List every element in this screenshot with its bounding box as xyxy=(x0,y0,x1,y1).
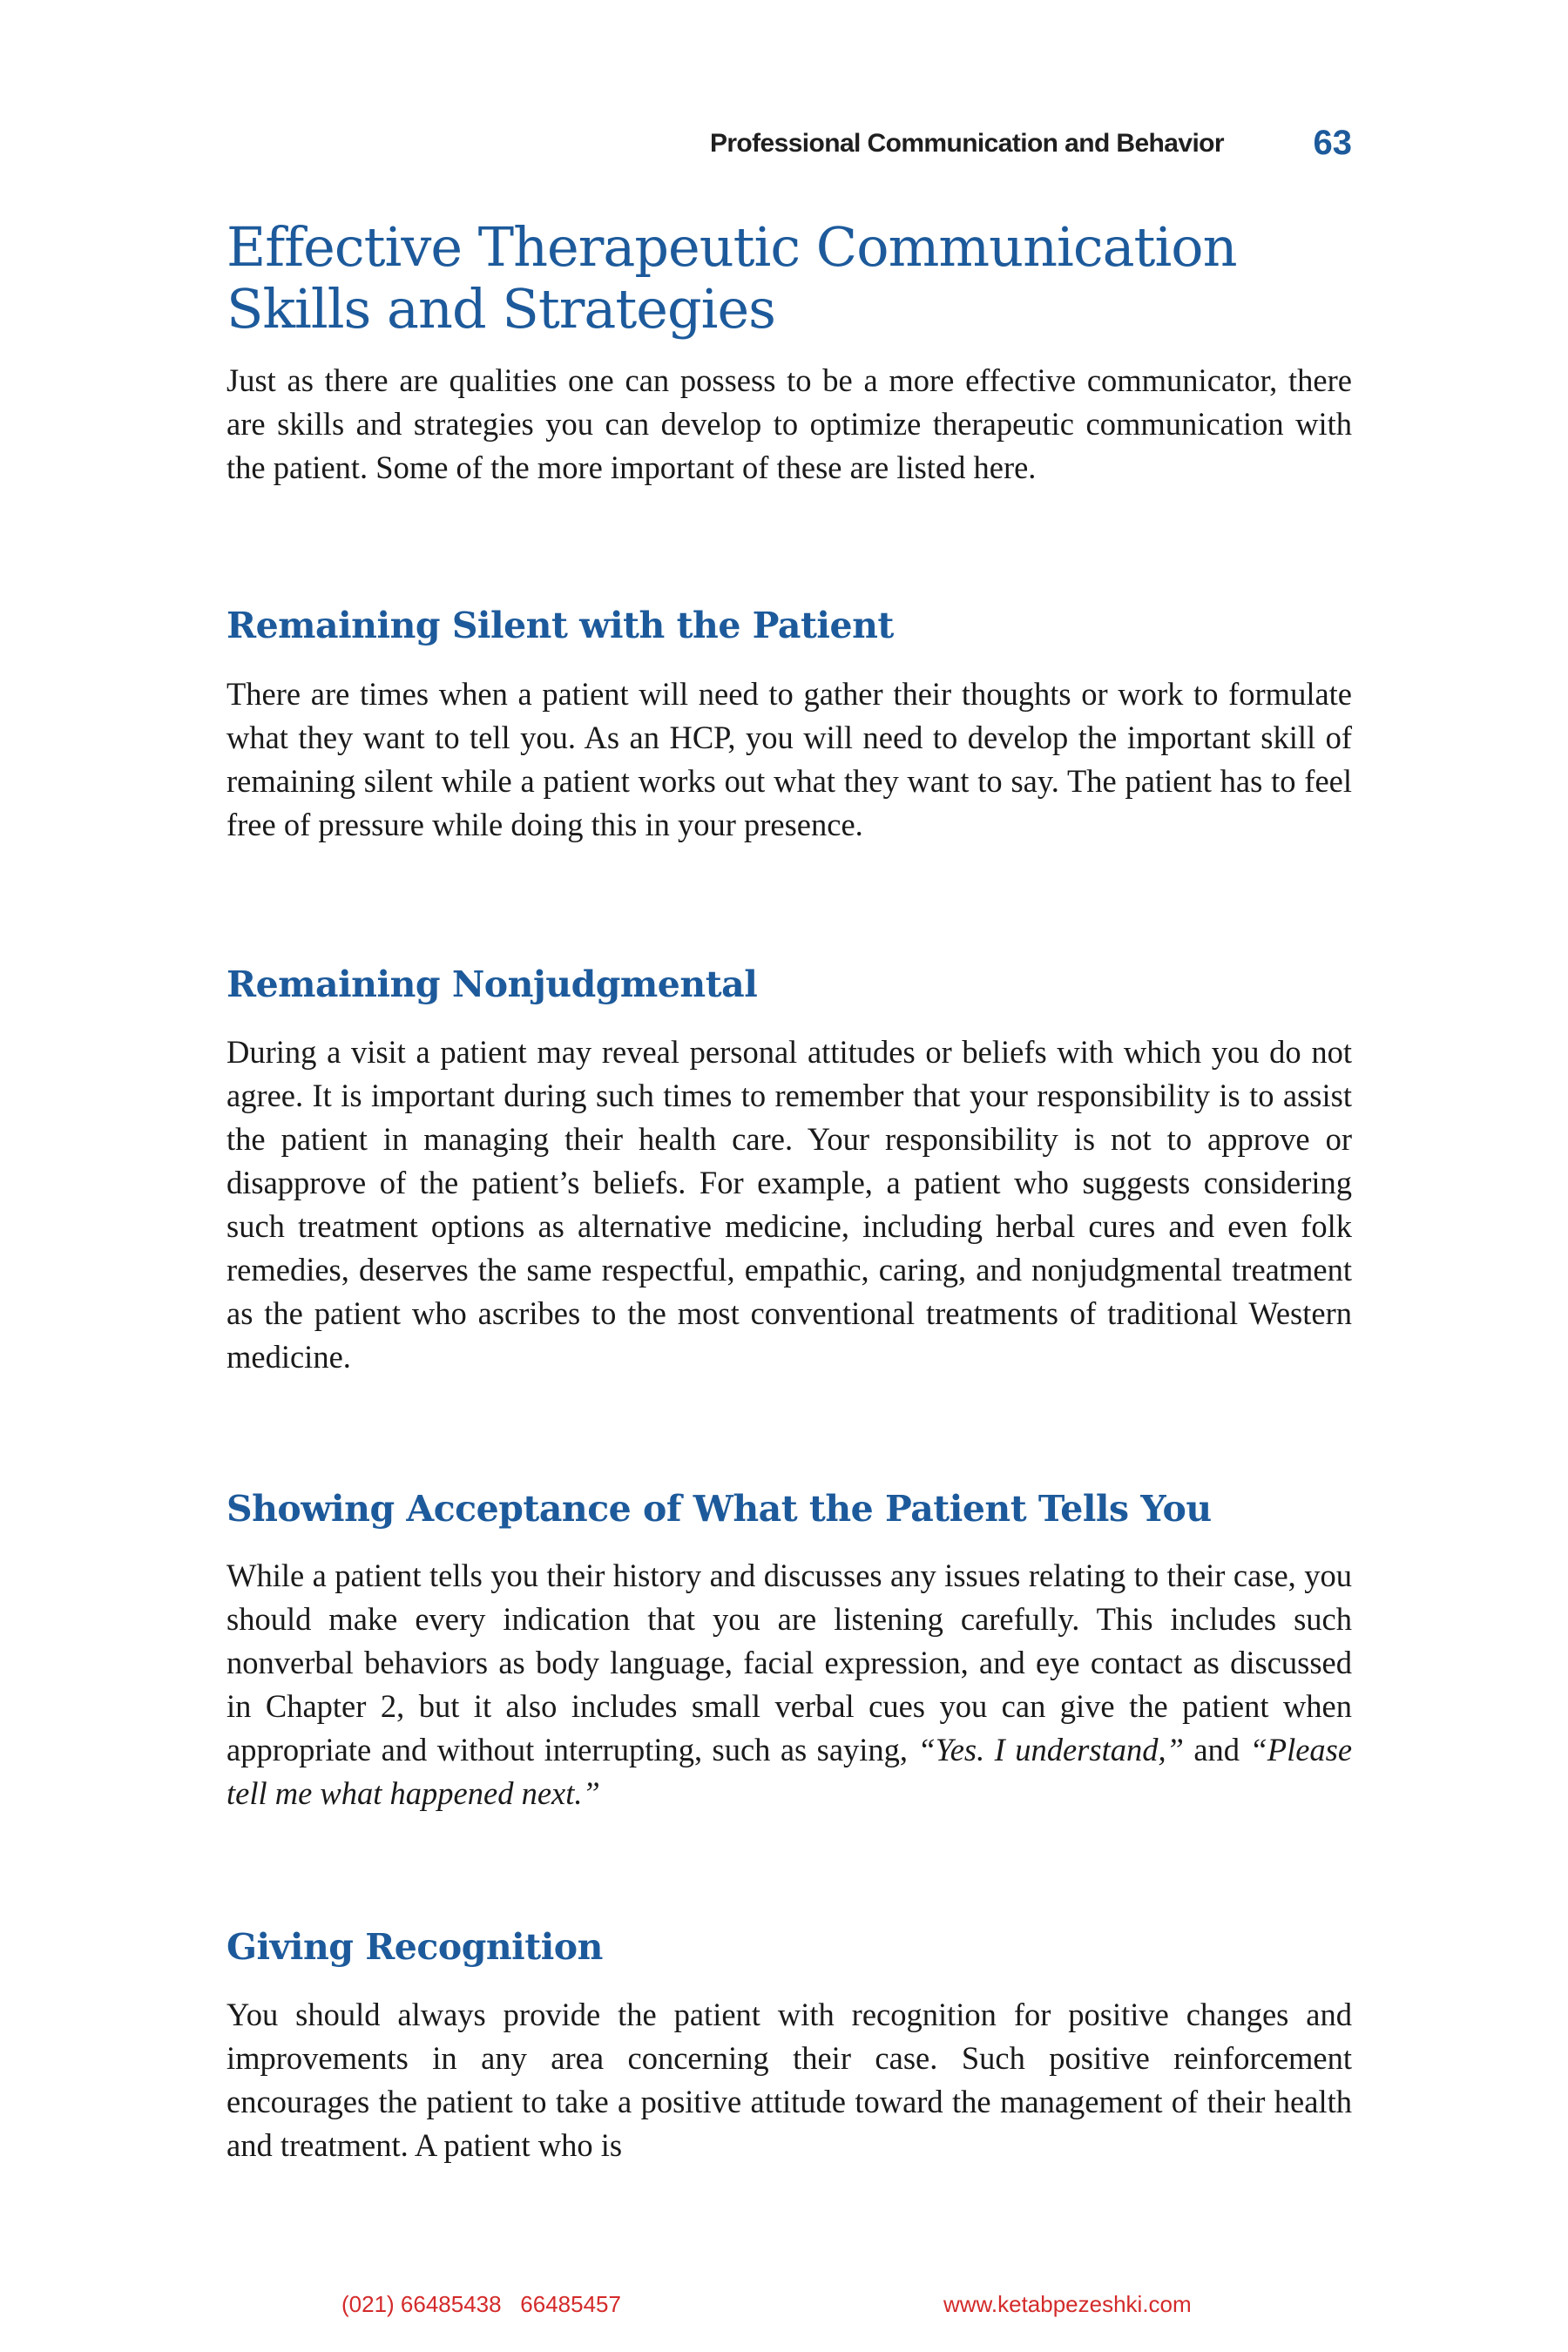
chapter-title: Effective Therapeutic Communication Skills and Strategies xyxy=(226,215,1237,341)
page-number: 63 xyxy=(1313,124,1352,162)
quote-conjunction: and xyxy=(1193,1732,1240,1767)
section-body-acceptance xyxy=(226,1554,1352,1815)
section-body-nonjudgmental: During a visit a patient may reveal personal attitudes or beliefs with which you do not agree. It is important during such times to remember that your responsibility is to assist the patient in managing their health care. Your responsibility is not to approve or disapprove of the patient’s beliefs. For example, a patient who suggests considering such treatment options as alternative medicine, including herbal cures and even folk remedies, deserves the same respectful, empathic, caring, and nonjudgmental treatment as the patient who ascribes to the most conventional treatments of traditional Western medicine. xyxy=(226,1034,1352,1375)
section-heading-nonjudgmental: Remaining Nonjudgmental xyxy=(226,963,758,1005)
intro-paragraph: Just as there are qualities one can possess to be a more effective communicator, there are skills and strategies you can develop to optimize therapeutic communication with the patient. Some of the more important of these are listed here. xyxy=(226,362,1352,485)
section-body-recognition: You should always provide the patient with recognition for positive changes and improvements in any area concerning their case. Such positive reinforcement encourages the patient to take a positive attitude toward the management of their health and treatment. A patient who is xyxy=(226,1997,1352,2163)
running-title: Professional Communication and Behavior xyxy=(709,129,1224,158)
quote-next: “Please tell me what happened next.” xyxy=(226,1732,1353,1811)
section-heading-recognition: Giving Recognition xyxy=(226,1926,603,1968)
quote-understand: “Yes. I understand,” xyxy=(917,1732,1184,1767)
footer-website: www.ketabpezeshki.com xyxy=(943,2291,1192,2317)
section-heading-acceptance: Showing Acceptance of What the Patient Tells You xyxy=(226,1488,1212,1530)
footer-phone: (021) 66485438 66485457 xyxy=(341,2291,621,2317)
running-head xyxy=(226,124,1352,166)
acceptance-text: While a patient tells you their history and discusses any issues relating to their case, you should make every indication that you are listening carefully. This includes such nonverbal behaviors as body language, facial expression, and eye contact as discussed in Chapter 2, but it also includes small verbal cues you can give the patient when appropriate and without interrupting, such as saying, xyxy=(226,1558,1352,1767)
section-body-silence: There are times when a patient will need to gather their thoughts or work to formulate what they want to tell you. As an HCP, you will need to develop the important skill of remaining silent while a patient works out what they want to say. The patient has to feel free of pressure while doing this in your presence. xyxy=(226,676,1352,842)
section-heading-silence: Remaining Silent with the Patient xyxy=(226,605,894,646)
